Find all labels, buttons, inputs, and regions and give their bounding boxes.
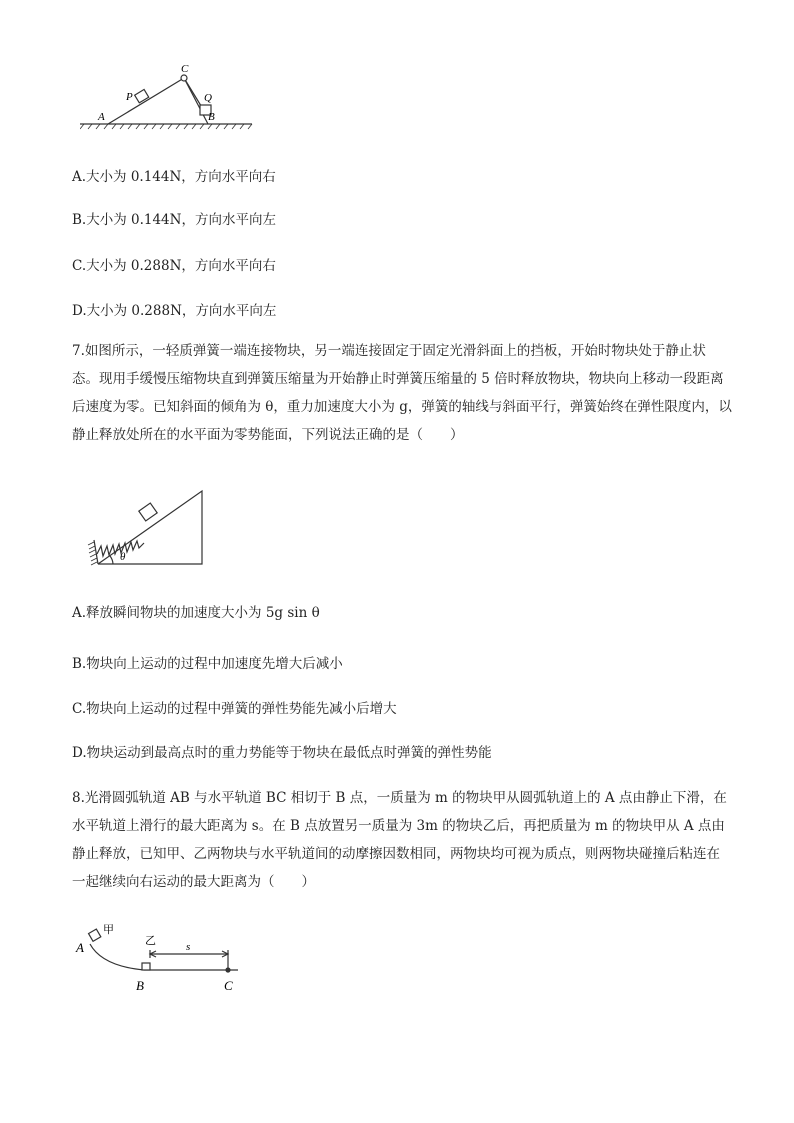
figure-incline-rods — [80, 58, 260, 134]
label-Q: Q — [204, 92, 212, 104]
label-B: B — [136, 978, 144, 993]
label-A: A — [76, 940, 84, 955]
label-C: C — [224, 978, 233, 993]
q7-stem: 7.如图所示，一轻质弹簧一端连接物块，另一端连接固定于固定光滑斜面上的挡板，开始时物块处于静止状态。现用手缓慢压缩物块直到弹簧压缩量为开始静止时弹簧压缩量的 5 倍时释放物块，物块向上移动一段距离后速度为零。已知斜面的倾角为 θ，重力加速度大小为 g，弹簧的轴线与斜面平行，弹簧始终在弹性限度内，以静止释放处所在的水平面为零势能面，下列说法正确的是（ ） — [72, 343, 732, 443]
q6-option-d: D.大小为 0.288N，方向水平向左 — [72, 303, 277, 319]
label-yi: 乙 — [145, 935, 156, 947]
q7-option-b: B.物块向上运动的过程中加速度先增大后减小 — [72, 656, 343, 672]
label-B: B — [208, 111, 215, 123]
q6-option-a: A.大小为 0.144N，方向水平向右 — [72, 169, 276, 185]
label-A: A — [98, 111, 105, 123]
label-P: P — [126, 91, 133, 103]
q6-option-b: B.大小为 0.144N，方向水平向左 — [72, 212, 276, 228]
figure-arc-track — [72, 918, 252, 998]
label-theta: θ — [120, 551, 126, 563]
q6-option-c: C.大小为 0.288N，方向水平向右 — [72, 258, 276, 274]
label-jia: 甲 — [103, 924, 114, 936]
q7-option-a: A.释放瞬间物块的加速度大小为 5g sin θ — [72, 605, 320, 621]
q7-option-c: C.物块向上运动的过程中弹簧的弹性势能先减小后增大 — [72, 701, 397, 717]
q8-stem: 8.光滑圆弧轨道 AB 与水平轨道 BC 相切于 B 点，一质量为 m 的物块甲从圆弧轨道上的 A 点由静止下滑，在水平轨道上滑行的最大距离为 s。在 B 点放置另一质量为 3m 的物块乙后，再把质量为 m 的物块甲从 A 点由静止释放，已知甲、乙两物块与水平轨道间的动摩擦因数相同，两物块均可视为质点，则两物块碰撞后粘连在一起继续向右运动的最大距离为（ ） — [72, 790, 727, 890]
label-C: C — [181, 63, 189, 75]
q7-option-d: D.物块运动到最高点时的重力势能等于物块在最低点时弹簧的弹性势能 — [72, 745, 492, 761]
figure-spring-incline — [80, 488, 210, 568]
label-s: s — [186, 941, 191, 953]
